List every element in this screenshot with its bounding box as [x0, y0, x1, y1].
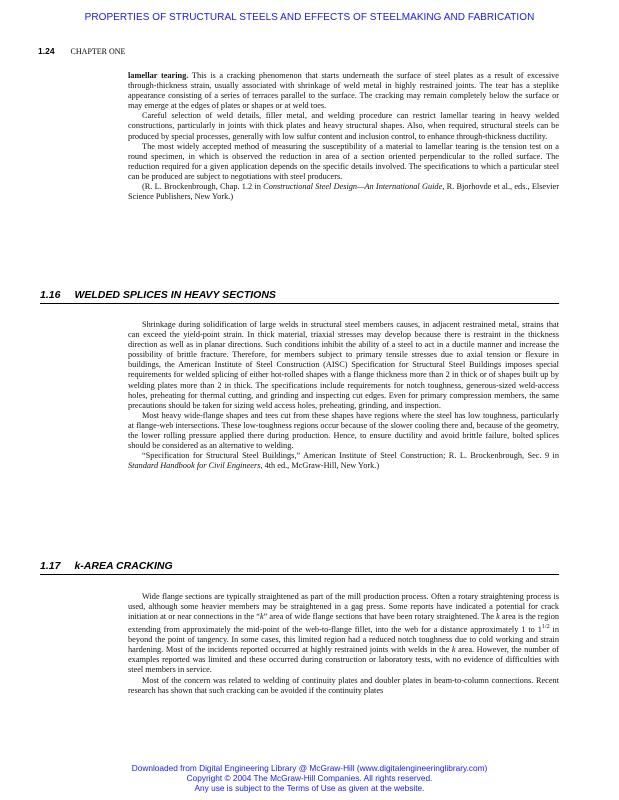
splices-reference — [128, 451, 559, 471]
lamellar-ref-title: Constructional Steel Design—An International Guide — [263, 182, 443, 192]
section-title: WELDED SPLICES IN HEAVY SECTIONS — [74, 289, 276, 301]
page-number: 1.24 — [38, 46, 55, 56]
footer-line-2: Copyright © 2004 The McGraw-Hill Companies. All rights reserved. — [186, 773, 433, 783]
download-footer — [0, 763, 619, 793]
k-area-text-c: area is the region extending from approximately the mid-point of the web-to-flange fillet, into the web for a distance approximately 1 to 1 — [128, 612, 559, 635]
lamellar-reference — [128, 182, 559, 202]
fraction-half: 1/2 — [541, 624, 550, 631]
footer-line-1[interactable]: Downloaded from Digital Engineering Library @ McGraw-Hill (www.digitalengineeringlibrary.com) — [131, 763, 488, 773]
lamellar-term: lamellar tearing. — [128, 71, 189, 80]
splices-ref-post: , 4th ed., McGraw-Hill, New York.) — [260, 461, 380, 471]
k-italic: k — [259, 612, 264, 622]
k-area-text-e: area. However, the number of examples reported was limited and these occurred during construction or laboratory tests, with no evidence of difficulties with steel members in service. — [128, 645, 559, 675]
lamellar-p1-text: This is a cracking phenomenon that starts underneath the surface of steel plates as a result of excessive through-thickness strain, usually associated with shrinkage of weld metal in highly restrained joints. The tear has a steplike appearance consisting of a series of terraces parallel to the surface. The cracking may remain completely below the surface or may emerge at the edges of plates or shapes or at weld toes. — [128, 71, 559, 111]
page-banner: PROPERTIES OF STRUCTURAL STEELS AND EFFECTS OF STEELMAKING AND FABRICATION — [84, 12, 535, 23]
lamellar-ref-pre: (R. L. Brockenbrough, Chap. 1.2 in — [142, 182, 264, 192]
section-number: 1.16 — [40, 289, 61, 301]
k-area-text-a: Wide flange sections are typically straightened as part of the mill production process. Often a rotary straightening process is used, although some heavier members may be straightened in a gag press. Some reports have indicated a potential for crack initiation at or near connections in the “ — [128, 592, 559, 622]
section-number: 1.17 — [40, 560, 61, 572]
section-title: k-AREA CRACKING — [74, 560, 173, 572]
splices-ref-title: Standard Handbook for Civil Engineers — [128, 461, 261, 471]
lamellar-paragraph-2: Careful selection of weld details, filler metal, and welding procedure can restrict lamellar tearing in heavy welded constructions, particularly in joints with thick plates and heavy structural shapes. Also, when required, structural steels can be produced by special processes, generally with low sulfur content and inclusion control, to enhance through-thickness ductility. — [128, 111, 559, 141]
splices-paragraph-1: Shrinkage during solidification of large welds in structural steel members causes, in adjacent restrained metal, strains that can exceed the yield-point strain. In thick material, triaxial stresses may develop because there is restraint in the thickness direction as well as in planar directions. Such conditions inhibit the ability of a steel to act in a ductile manner and increase the possibility of brittle fracture. Therefore, for members subject to primary tensile stresses due to axial tension or flexure in buildings, the American Institute of Steel Construction (AISC) Specification for Structural Steel Buildings imposes special requirements for welded splicing of either hot-rolled shapes with a flange thickness more than 2 in thick or of shapes built up by welding plates more than 2 in thick. The specifications include requirements for notch toughness, generous-sized weld-access holes, preheating for thermal cutting, and grinding and inspecting cut edges. Even for primary compression members, the same precautions should be taken for sizing weld access holes, preheating, grinding, and inspection. — [128, 320, 559, 410]
lamellar-paragraph-3: The most widely accepted method of measuring the susceptibility of a material to lamellar tearing is the tension test on a round specimen, in which is observed the reduction in area of a section oriented perpendicular to the rolled surface. The reduction required for a given application depends on the specific details involved. The specifications to which a particular steel can be produced are subject to negotiations with steel producers. — [128, 141, 559, 181]
section-1-16-heading — [40, 289, 559, 304]
section-1-17-heading — [40, 560, 559, 575]
section-1-17-body — [128, 592, 559, 696]
k-italic: k — [496, 612, 500, 622]
k-area-paragraph-2: Most of the concern was related to welding of continuity plates and doubler plates in beam-to-column connections. Recent research has shown that such cracking can be avoided if the continuity plates — [128, 675, 559, 695]
lamellar-paragraph-1 — [128, 71, 559, 111]
k-area-text-b: ” area of wide flange sections that have been rotary straightened. The — [263, 612, 497, 622]
section-1-16-body — [128, 320, 559, 471]
k-italic: k — [451, 645, 456, 655]
splices-ref-pre: “Specification for Structural Steel Buildings,” American Institute of Steel Construction; R. L. Brockenbrough, Sec. 9 in — [142, 451, 559, 461]
lamellar-ref-post: , R. Bjorhovde et al., eds., Elsevier Science Publishers, New York.) — [128, 182, 560, 202]
splices-paragraph-2: Most heavy wide-flange shapes and tees cut from these shapes have regions where the steel has low toughness, particularly at flange-web intersections. These low-toughness regions occur because of the slower cooling there and, because of the geometry, the lower rolling pressure applied there during production. Hence, to ensure ductility and avoid brittle failure, bolted splices should be considered as an alternative to welding. — [128, 410, 559, 451]
k-area-text-d: in beyond the point of tangency. In some cases, this limited region had a reduced notch toughness due to cold working and strain hardening. Most of the incidents reported occurred at highly restrained joints with welds in the — [128, 625, 559, 655]
chapter-label: CHAPTER ONE — [70, 47, 126, 56]
footer-line-3: Any use is subject to the Terms of Use as given at the website. — [194, 783, 425, 793]
lamellar-tearing-block — [128, 71, 559, 202]
running-head — [38, 46, 125, 56]
k-area-paragraph-1 — [128, 592, 559, 676]
